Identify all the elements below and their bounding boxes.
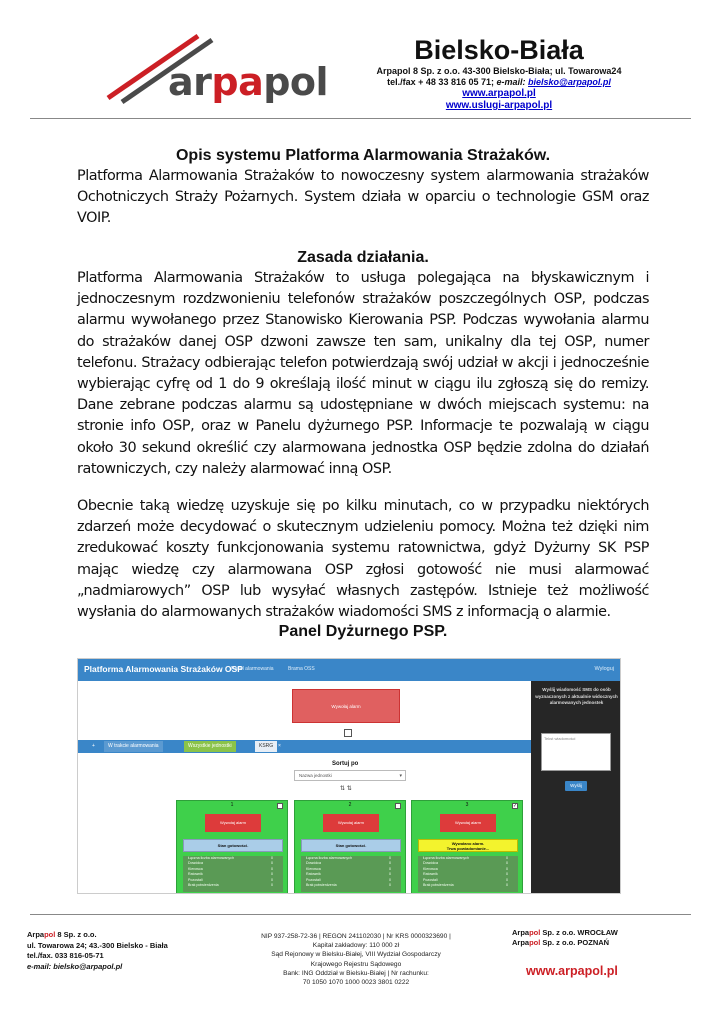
footer-email[interactable]: e-mail: bielsko@arpapol.pl <box>27 961 123 971</box>
footer-divider <box>30 914 691 915</box>
company-logo <box>100 32 335 107</box>
unit-card <box>294 800 406 894</box>
chevron-down-icon: ▾ <box>399 773 402 779</box>
unit-stat-row: Brak potwierdzenia 0 <box>188 883 273 888</box>
unit-stat-row: Kierowca 0 <box>306 866 391 871</box>
footer-branches <box>512 928 618 948</box>
alarm-all-checkbox[interactable] <box>344 729 352 737</box>
header-divider <box>30 118 691 119</box>
panel-main <box>78 681 531 894</box>
unit-stats <box>301 856 401 892</box>
section-paragraph: Platforma Alarmowania Strażaków to usługa polegająca na błyskawicznym i jednoczesnym rozdzwonieniu telefonów strażaków poszczególnych OSP, podczas alarmu wywołanego przez Stanowisko Kierowania PSP. Podczas wywołania alarmu do strażaków danej OSP dzwoni zawsze ten sam, unikalny dla tej OSP, numer telefonu. Strażacy odbierając telefon potwierdzają swój udział w akcji i jednocześnie wybierając cyfrę od 1 do 9 określają ilość minut w ciągu ilu zgłoszą się do remizy. Dane zebrane podczas alarmu są udostępniane w dwóch miejscach systemu: na stronie info OSP, oraz w Panelu dyżurnego PSP. Informacje te pozwalają w ciągu około 30 sekund określić czy alarmowana jednostka OSP będzie zdolna do działań ratowniczych, czy należy alarmować inną OSP. <box>77 270 649 477</box>
footer-legal-line: Kapitał zakładowy: 110 000 zł <box>312 942 400 950</box>
unit-alarm-button[interactable]: Wywołaj alarm <box>323 814 379 832</box>
footer-legal-line: 70 1050 1070 1000 0023 3801 0222 <box>302 979 410 987</box>
sms-send-button[interactable]: Wyślij <box>565 781 587 791</box>
unit-stat-row: Ratownik 0 <box>188 872 273 877</box>
header-web-link-2[interactable]: www.uslugi-arpapol.pl <box>445 100 553 111</box>
section-description <box>77 146 649 230</box>
unit-alarm-button[interactable]: Wywołaj alarm <box>205 814 261 832</box>
panel-nav-item[interactable]: Panel alarmowania <box>231 666 274 672</box>
unit-status: Stan gotowości. <box>183 839 283 852</box>
footer-company-name: Arpapol 8 Sp. z o.o. <box>27 930 97 939</box>
header-phone: tel./fax + 48 33 816 05 71; e-mail: bielsko@arpapol.pl <box>387 77 611 87</box>
unit-stat-row: Pozostali 0 <box>188 877 273 882</box>
logo-wordmark: arpapol <box>168 60 329 104</box>
unit-stat-row: Kierowca 0 <box>423 866 508 871</box>
header-city: Bielsko-Biała <box>414 35 584 65</box>
section-title: Zasada działania. <box>297 249 429 266</box>
section-paragraph: Platforma Alarmowania Strażaków to nowoczesny system alarmowania strażaków Ochotniczych Straży Pożarnych. System działa w oparciu o technologie GSM oraz VOIP. <box>77 168 649 227</box>
sort-label: Sortuj po <box>332 761 359 767</box>
footer-phone: tel./fax. 033 816-05-71 <box>27 951 104 960</box>
unit-number: 2 <box>348 802 352 808</box>
unit-stat-row: Ratownik 0 <box>423 872 508 877</box>
footer-legal-line: Bank: ING Oddział w Bielsku-Białej | Nr rachunku: <box>283 969 429 977</box>
tab-all-units[interactable]: Wszystkie jednostki <box>184 741 236 752</box>
unit-stat-row: Pozostali 0 <box>306 877 391 882</box>
unit-card <box>176 800 288 894</box>
unit-stat-row: Dowódca 0 <box>306 861 391 866</box>
sms-sidebar-title: Wyślij wiadomość SMS do osób wyznaczonych z aktualnie widocznych alarmowanych jednostek <box>535 687 618 705</box>
unit-checkbox[interactable]: ✓ <box>513 803 518 809</box>
sort-order-icon[interactable]: ⇅ ⇅ <box>340 786 352 792</box>
unit-stat-row: Łączna liczba alarmowanych 0 <box>188 856 273 860</box>
section-paragraph: Obecnie taką wiedzę uzyskuje się po kilku minutach, co w przypadku niektórych zdarzeń może decydować o skutecznym udzieleniu pomocy. Można też dzięki nim zredukować koszty funkcjonowania systemu ratownictwa, gdyż Dyżurny SK PSP mając wiedzę czy alarmowana OSP zgłosi gotowość nie musi alarmować „nadmiarowych” OSP lub wysyłać własnych zastępów. Istnieje też możliwość wysłania do alarmowanych strażaków wiadomości SMS z informacją o alarmie. <box>77 498 649 621</box>
panel-tabs <box>78 740 531 753</box>
alarm-all-button[interactable]: Wywołaj alarm <box>292 689 400 723</box>
unit-number: 1 <box>230 802 234 808</box>
sms-sidebar <box>531 681 621 894</box>
header-email-link[interactable]: bielsko@arpapol.pl <box>528 77 611 87</box>
header-address: Arpapol 8 Sp. z o.o. 43-300 Bielsko-Biała; ul. Towarowa24 <box>376 66 622 76</box>
footer-legal-line: NIP 937-258-72-36 | REGON 241102030 | Nr KRS 0000323690 | <box>261 933 451 940</box>
section-title: Panel Dyżurnego PSP. <box>278 623 448 640</box>
tab-ksrg[interactable]: KSRG <box>255 741 277 752</box>
panel-screenshot <box>77 658 621 894</box>
section-title: Opis systemu Platforma Alarmowania Strażaków. <box>175 147 551 164</box>
unit-checkbox[interactable] <box>395 803 401 809</box>
unit-alarm-button[interactable]: Wywołaj alarm <box>440 814 496 832</box>
unit-card <box>411 800 523 894</box>
unit-stat-row: Brak potwierdzenia 0 <box>306 883 391 888</box>
footer-web-link[interactable]: www.arpapol.pl <box>526 964 618 978</box>
unit-stat-row: Brak potwierdzenia 0 <box>423 883 508 888</box>
unit-stat-row: Ratownik 0 <box>306 872 391 877</box>
panel-navbar <box>78 659 620 681</box>
unit-stat-row: Kierowca 0 <box>188 866 273 871</box>
unit-number: 3 <box>465 802 469 808</box>
footer-branch: Arpapol Sp. z o.o. POZNAŃ <box>512 938 610 947</box>
unit-status: Wywołano alarm. Trwa powiadomianie... <box>418 839 518 852</box>
tab-in-progress[interactable]: W trakcie alarmowania <box>104 741 163 752</box>
footer-branch: Arpapol Sp. z o.o. WROCŁAW <box>512 928 618 937</box>
footer-street: ul. Towarowa 24; 43.-300 Bielsko - Biała <box>27 940 168 950</box>
footer-legal-line: Krajowego Rejestru Sądowego <box>310 960 402 968</box>
unit-checkbox[interactable] <box>277 803 283 809</box>
unit-stat-row: Dowódca 0 <box>188 861 273 866</box>
header-contact <box>369 34 629 112</box>
unit-stat-row: Dowódca 0 <box>423 861 508 866</box>
section-panel <box>77 622 649 642</box>
footer-company-info <box>27 930 168 972</box>
panel-brand: Platforma Alarmowania Strażaków OSP <box>84 664 243 674</box>
unit-status: Stan gotowości. <box>301 839 401 852</box>
tab-close-icon[interactable]: × <box>278 743 281 749</box>
footer-legal-line: Sąd Rejonowy w Bielsku-Białej, VIII Wydział Gospodarczy <box>271 951 441 959</box>
unit-stats <box>183 856 283 892</box>
unit-stat-row: Łączna liczba alarmowanych 0 <box>423 856 508 860</box>
unit-stats <box>418 856 518 892</box>
panel-nav-item[interactable]: Brama OSS <box>288 666 315 672</box>
footer-legal-info <box>238 932 474 987</box>
tab-add[interactable]: + <box>92 743 95 749</box>
unit-stat-row: Pozostali 0 <box>423 877 508 882</box>
sort-select[interactable]: Nazwa jednostki ▾ <box>294 770 406 781</box>
section-principle <box>77 248 649 480</box>
panel-logout-link[interactable]: Wyloguj <box>594 666 614 672</box>
sms-message-input[interactable]: Tekst wiadomości <box>541 733 611 771</box>
header-web-link-1[interactable]: www.arpapol.pl <box>462 88 536 99</box>
unit-stat-row: Łączna liczba alarmowanych 0 <box>306 856 391 860</box>
section-principle-cont <box>77 496 649 623</box>
